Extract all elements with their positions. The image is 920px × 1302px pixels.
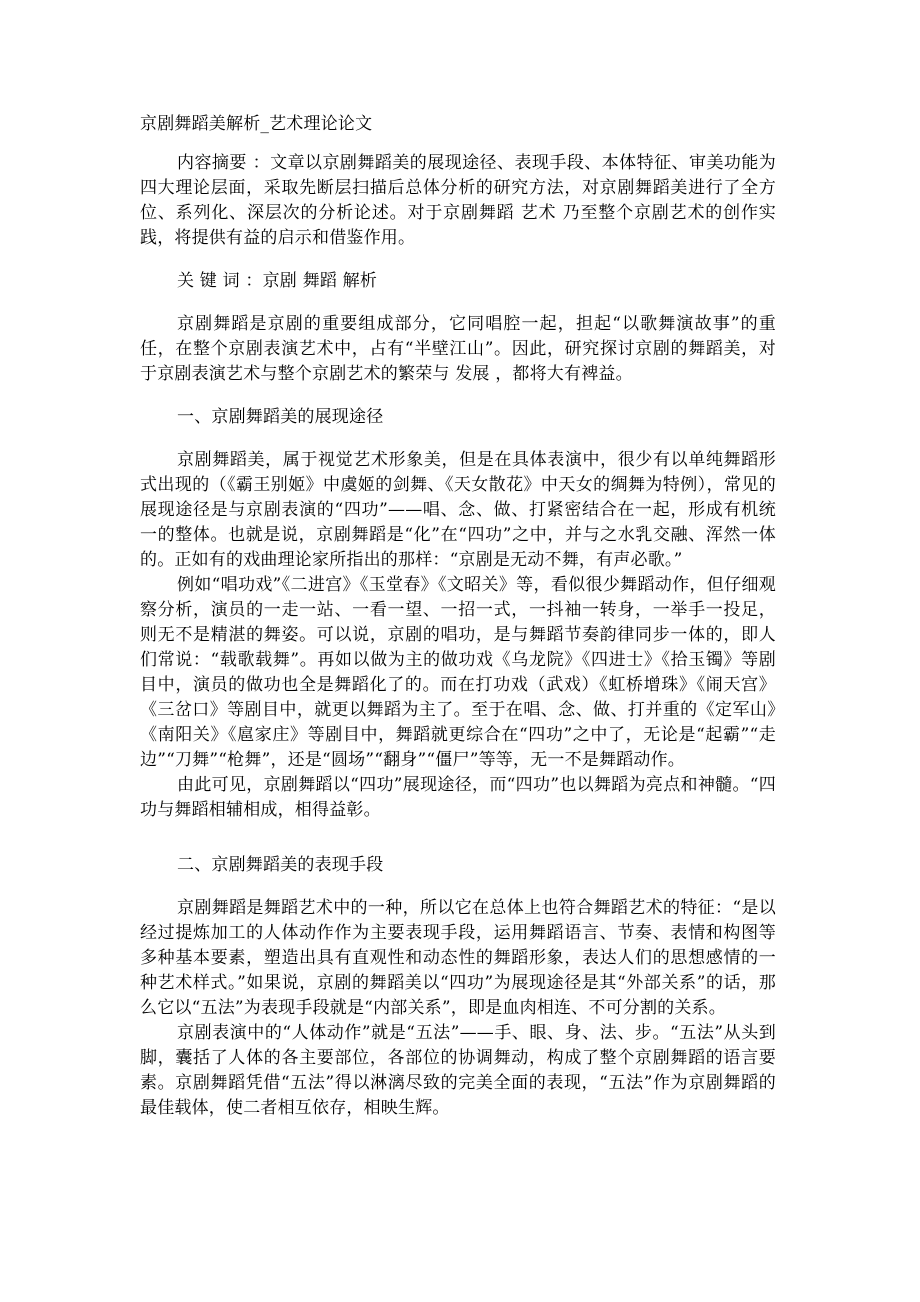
intro-paragraph: 京剧舞蹈是京剧的重要组成部分，它同唱腔一起，担起“以歌舞演故事”的重任，在整个京剧表演艺术中，占有“半壁江山”。因此，研究探讨京剧的舞蹈美，对于京剧表演艺术与整个京剧艺术的繁荣与 发展 ，都将大有裨益。 bbox=[140, 314, 776, 384]
document-title: 京剧舞蹈美解析_艺术理论论文 bbox=[140, 114, 373, 134]
section-1-paragraph: 京剧舞蹈美，属于视觉艺术形象美，但是在具体表演中，很少有以单纯舞蹈形式出现的（《霸王别姬》中虞姬的剑舞、《天女散花》中天女的绸舞为特例），常见的展现途径是与京剧表演的“四功”——唱、念、做、打紧密结合在一起，形成有机统一的整体。也就是说，京剧舞蹈是“化”在“四功”之中，并与之水乳交融、浑然一体的。正如有的戏曲理论家所指出的那样：“京剧是无动不舞，有声必歌。” bbox=[140, 450, 776, 570]
abstract-paragraph: 内容摘要 ：文章以京剧舞蹈美的展现途径、表现手段、本体特征、审美功能为四大理论层面，采取先断层扫描后总体分析的研究方法，对京剧舞蹈美进行了全方位、系列化、深层次的分析论述。对于京剧舞蹈 艺术 乃至整个京剧艺术的创作实践，将提供有益的启示和借鉴作用。 bbox=[140, 153, 776, 248]
section-2-heading: 二、京剧舞蹈美的表现手段 bbox=[177, 855, 384, 875]
section-2-paragraph: 京剧舞蹈是舞蹈艺术中的一种，所以它在总体上也符合舞蹈艺术的特征：“是以经过提炼加工的人体动作作为主要表现手段，运用舞蹈语言、节奏、表情和构图等多种基本要素，塑造出具有直观性和动态性的舞蹈形象，表达人们的思想感情的一种艺术样式。”如果说，京剧的舞蹈美以“四功”为展现途径是其“外部关系”的话，那么它以“五法”为表现手段就是“内部关系”，即是血肉相连、不可分割的关系。 bbox=[140, 898, 776, 1018]
section-1-heading: 一、京剧舞蹈美的展现途径 bbox=[177, 407, 384, 427]
document-page bbox=[140, 112, 776, 1121]
section-1-paragraph: 例如“唱功戏”《二进宫》《玉堂春》《文昭关》等，看似很少舞蹈动作，但仔细观察分析，演员的一走一站、一看一望、一招一式，一抖袖一转身，一举手一投足，则无不是精湛的舞姿。可以说，京剧的唱功，是与舞蹈节奏韵律同步一体的，即人们常说：“载歌载舞”。再如以做为主的做功戏《乌龙院》《四进士》《拾玉镯》等剧目中，演员的做功也全是舞蹈化了的。而在打功戏（武戏）《虹桥增珠》《闹天宫》《三岔口》等剧目中，就更以舞蹈为主了。至于在唱、念、做、打并重的《定军山》《南阳关》《扈家庄》等剧目中，舞蹈就更综合在“四功”之中了，无论是“起霸”“走边”“刀舞”“枪舞”，还是“圆场”“翻身”“僵尸”等等，无一不是舞蹈动作。 bbox=[140, 575, 776, 770]
section-1-paragraph: 由此可见，京剧舞蹈以“四功”展现途径，而“四功”也以舞蹈为亮点和神髓。“四功与舞蹈相辅相成，相得益彰。 bbox=[140, 775, 776, 820]
keywords-line: 关 键 词 ：京剧 舞蹈 解析 bbox=[177, 271, 378, 291]
section-2-paragraph: 京剧表演中的“人体动作”就是“五法”——手、眼、身、法、步。“五法”从头到脚，囊括了人体的各主要部位，各部位的协调舞动，构成了整个京剧舞蹈的语言要素。京剧舞蹈凭借“五法”得以淋漓尽致的完美全面的表现，“五法”作为京剧舞蹈的最佳载体，使二者相互依存，相映生辉。 bbox=[140, 1023, 776, 1118]
